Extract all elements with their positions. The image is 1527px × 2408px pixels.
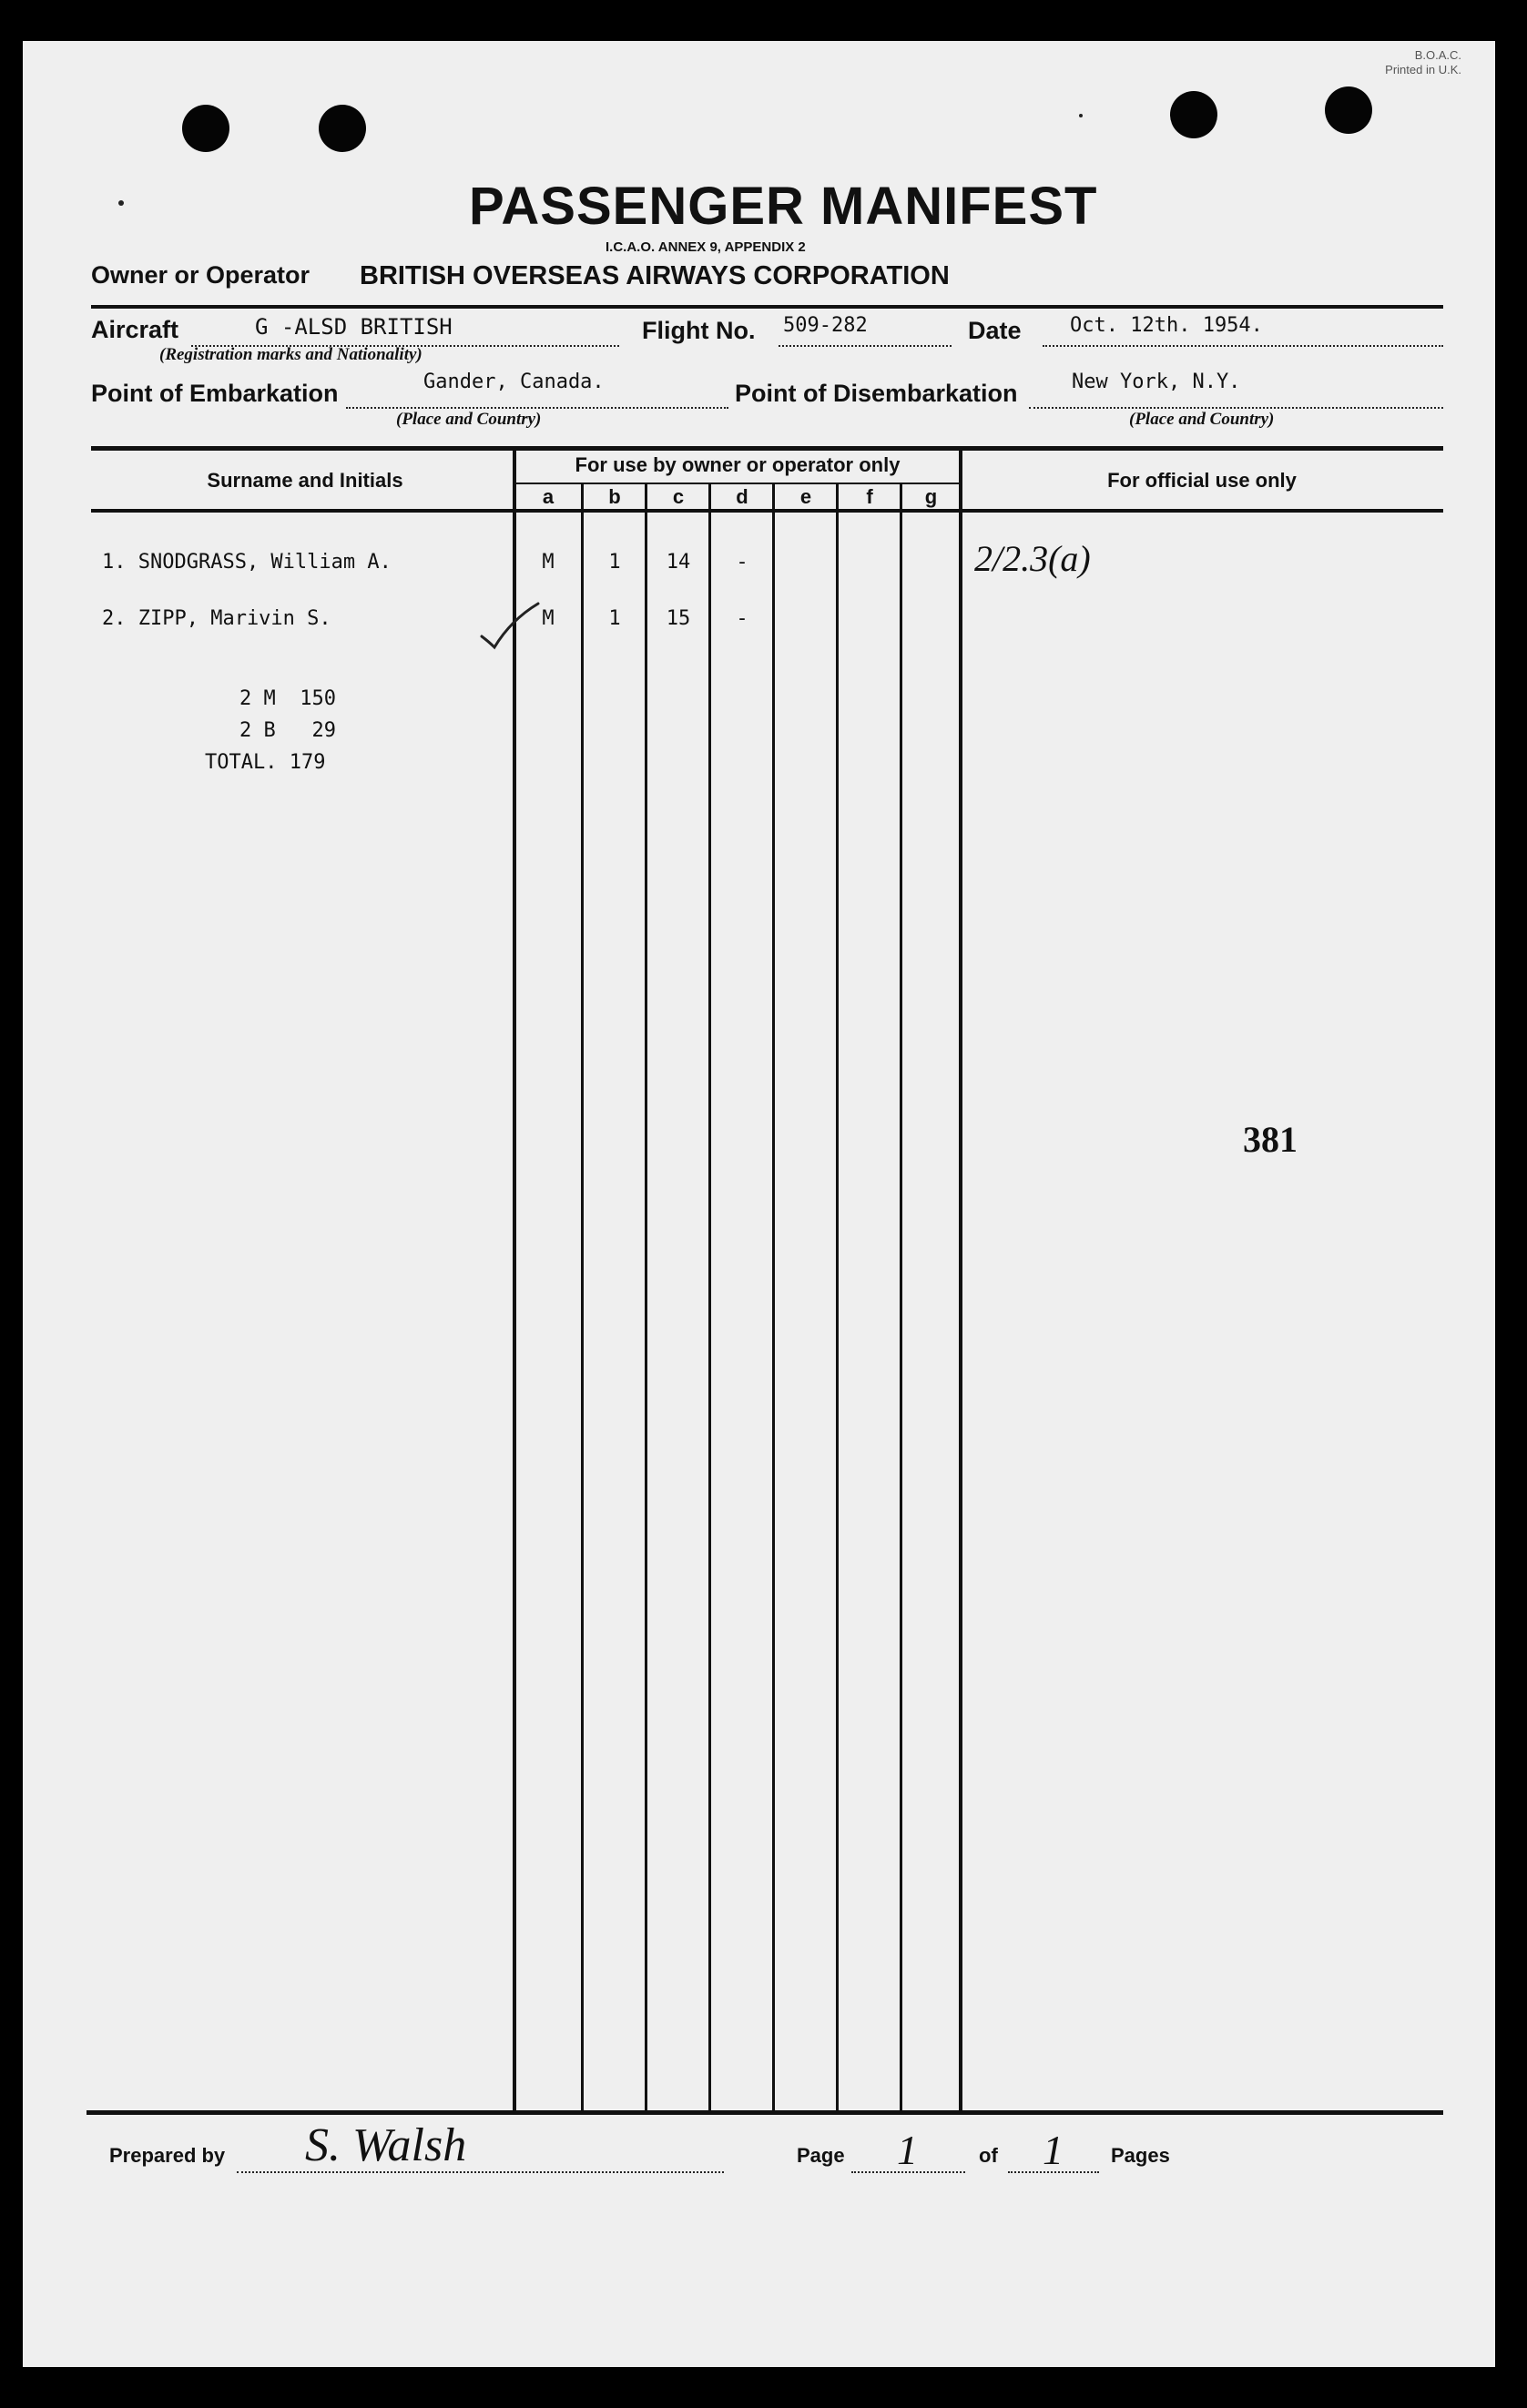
disembarkation-fill-line [1029,407,1443,409]
passenger-col-c: 15 [666,607,691,630]
printer-mark-line: B.O.A.C. [1414,48,1461,62]
passenger-col-b: 1 [608,551,621,574]
col-line [959,446,962,2114]
flight-fill-line [779,345,952,347]
table-top-rule [91,446,1443,451]
of-label: of [979,2144,998,2167]
subcol-label-b: b [608,485,621,508]
preparer-signature: S. Walsh [305,2119,467,2171]
header-bottom-rule [91,509,1443,513]
passenger-name: 1. SNODGRASS, William A. [102,551,392,574]
ink-speck [118,200,124,206]
page-title: PASSENGER MANIFEST [469,177,1098,236]
printer-mark [1188,48,1461,77]
col-line [513,446,516,2114]
embarkation-hint: (Place and Country) [396,410,542,429]
footer-rule [87,2110,1443,2115]
pages-total: 1 [1043,2127,1064,2173]
subcol-label-f: f [866,485,873,508]
flight-value: 509-282 [783,314,868,337]
aircraft-label: Aircraft [91,316,179,343]
passenger-name: 2. ZIPP, Marivin S. [102,607,331,630]
page-subtitle: I.C.A.O. ANNEX 9, APPENDIX 2 [606,239,806,255]
page-number: 1 [897,2127,918,2173]
ink-speck [1079,114,1083,117]
embarkation-fill-line [346,407,728,409]
official-annotation: 2/2.3(a) [974,538,1091,579]
stamped-number: 381 [1243,1119,1298,1160]
col-line [900,484,902,2114]
subcol-label-e: e [799,485,812,508]
passenger-col-b: 1 [608,607,621,630]
flight-label: Flight No. [642,317,756,344]
col-line [836,484,839,2114]
col-line [772,484,775,2114]
col-official-header: For official use only [1107,469,1297,492]
aircraft-hint: (Registration marks and Nationality) [159,345,422,364]
punch-hole [1170,91,1217,138]
check-mark-icon [478,598,542,653]
passenger-col-a: M [542,607,555,630]
punch-hole [182,105,229,152]
col-surname-header: Surname and Initials [207,469,403,492]
subcol-label-a: a [542,485,555,508]
totals-line: 2 M 150 [239,687,336,710]
printer-mark-line: Printed in U.K. [1385,63,1461,76]
col-line [645,484,647,2114]
totals-line: TOTAL. 179 [205,751,326,774]
aircraft-value: G -ALSD BRITISH [255,314,453,340]
page-label: Page [797,2144,845,2167]
col-owner-header: For use by owner or operator only [575,453,901,476]
manifest-page [23,41,1495,2367]
subcol-label-g: g [924,485,938,508]
disembarkation-value: New York, N.Y. [1072,371,1241,393]
passenger-col-c: 14 [666,551,691,574]
embarkation-value: Gander, Canada. [423,371,605,393]
date-value: Oct. 12th. 1954. [1070,314,1263,337]
date-fill-line [1043,345,1443,347]
rule [91,305,1443,309]
passenger-col-d: - [736,551,748,574]
owner-value: BRITISH OVERSEAS AIRWAYS CORPORATION [360,261,950,290]
pages-label: Pages [1111,2144,1170,2167]
subcol-label-c: c [672,485,685,508]
passenger-col-d: - [736,607,748,630]
punch-hole [319,105,366,152]
punch-hole [1325,86,1372,134]
col-line [581,484,584,2114]
disembarkation-hint: (Place and Country) [1129,410,1275,429]
disembarkation-label: Point of Disembarkation [735,380,1018,407]
totals-line: 2 B 29 [239,719,336,742]
date-label: Date [968,317,1022,344]
embarkation-label: Point of Embarkation [91,380,339,407]
prepared-by-label: Prepared by [109,2144,226,2167]
col-line [708,484,711,2114]
subcol-label-d: d [736,485,748,508]
passenger-col-a: M [542,551,555,574]
owner-label: Owner or Operator [91,261,310,289]
